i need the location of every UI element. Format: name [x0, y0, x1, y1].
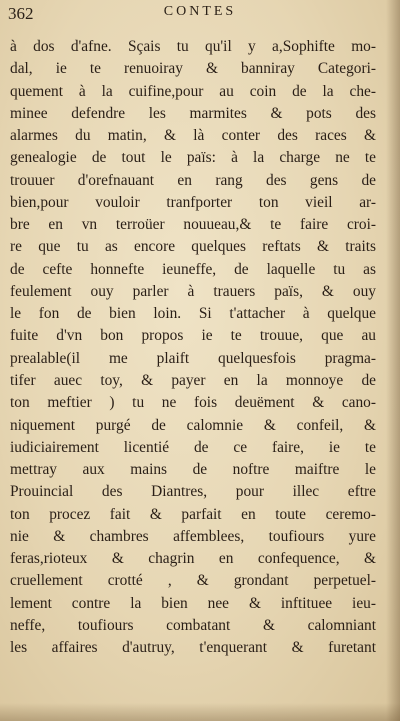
- text-line: bre en vn terroüer nouueau,& te faire croi-: [10, 216, 376, 234]
- text-line: ton procez fait & parfait en toute ceremo-: [10, 505, 376, 523]
- page-header: [0, 2, 400, 28]
- text-line: re que tu as encore quelques reftats & traits: [10, 238, 376, 256]
- text-line: nie & chambres affemblees, toufiours yure: [10, 527, 376, 545]
- text-line: bien,pour vouloir tranfporter ton vieil ar-: [10, 193, 376, 211]
- text-line: lement contre la bien nee & inftituee ieu-: [10, 594, 376, 612]
- text-line: de cefte honnefte ieuneffe, de laquelle tu as: [10, 260, 376, 278]
- text-line: les affaires d'autruy, t'enquerant & furetant: [10, 639, 376, 657]
- text-line: quement à la cuifine,pour au coin de la che-: [10, 82, 376, 100]
- text-line: mettray aux mains de noftre maiftre le: [10, 461, 376, 479]
- page-bottom-edge: [0, 703, 400, 721]
- text-line: dal, ie te renuoiray & banniray Categori-: [10, 60, 376, 78]
- text-line: cruellement crotté , & grondant perpetuel-: [10, 572, 376, 590]
- page-number: 362: [8, 4, 34, 23]
- text-line: feulement ouy parler à trauers païs, & ouy: [10, 282, 376, 300]
- text-line: le fon de bien loin. Si t'attacher à quelque: [10, 305, 376, 323]
- text-line: tifer auec toy, & payer en la monnoye de: [10, 371, 376, 389]
- text-line: iudiciairement licentié de ce faire, ie te: [10, 438, 376, 456]
- text-line: alarmes du matin, & là conter des races &: [10, 127, 376, 145]
- text-line: à dos d'afne. Sçais tu qu'il y a,Sophifte mo-: [10, 38, 376, 55]
- text-line: genealogie de tout le païs: à la charge ne te: [10, 149, 376, 167]
- running-head: CONTES: [163, 4, 237, 19]
- text-line: neffe, toufiours combatant & calomniant: [10, 616, 376, 634]
- text-line: niquement purgé de calomnie & confeil, &: [10, 416, 376, 434]
- text-line: prealable(il me plaift quelquesfois pragma-: [10, 349, 376, 367]
- text-line: feras,rioteux & chagrin en confequence, &: [10, 550, 376, 568]
- spine-shadow: [386, 0, 400, 721]
- body-text: [10, 36, 376, 659]
- text-line: minee defendre les marmites & pots des: [10, 104, 376, 122]
- text-line: fuite d'vn bon propos ie te trouue, que au: [10, 327, 376, 345]
- text-line: Prouincial des Diantres, pour illec eftre: [10, 483, 376, 501]
- text-line: ton meftier ) tu ne fois deuëment & cano-: [10, 394, 376, 412]
- text-line: trouuer d'orefnauant en rang des gens de: [10, 171, 376, 189]
